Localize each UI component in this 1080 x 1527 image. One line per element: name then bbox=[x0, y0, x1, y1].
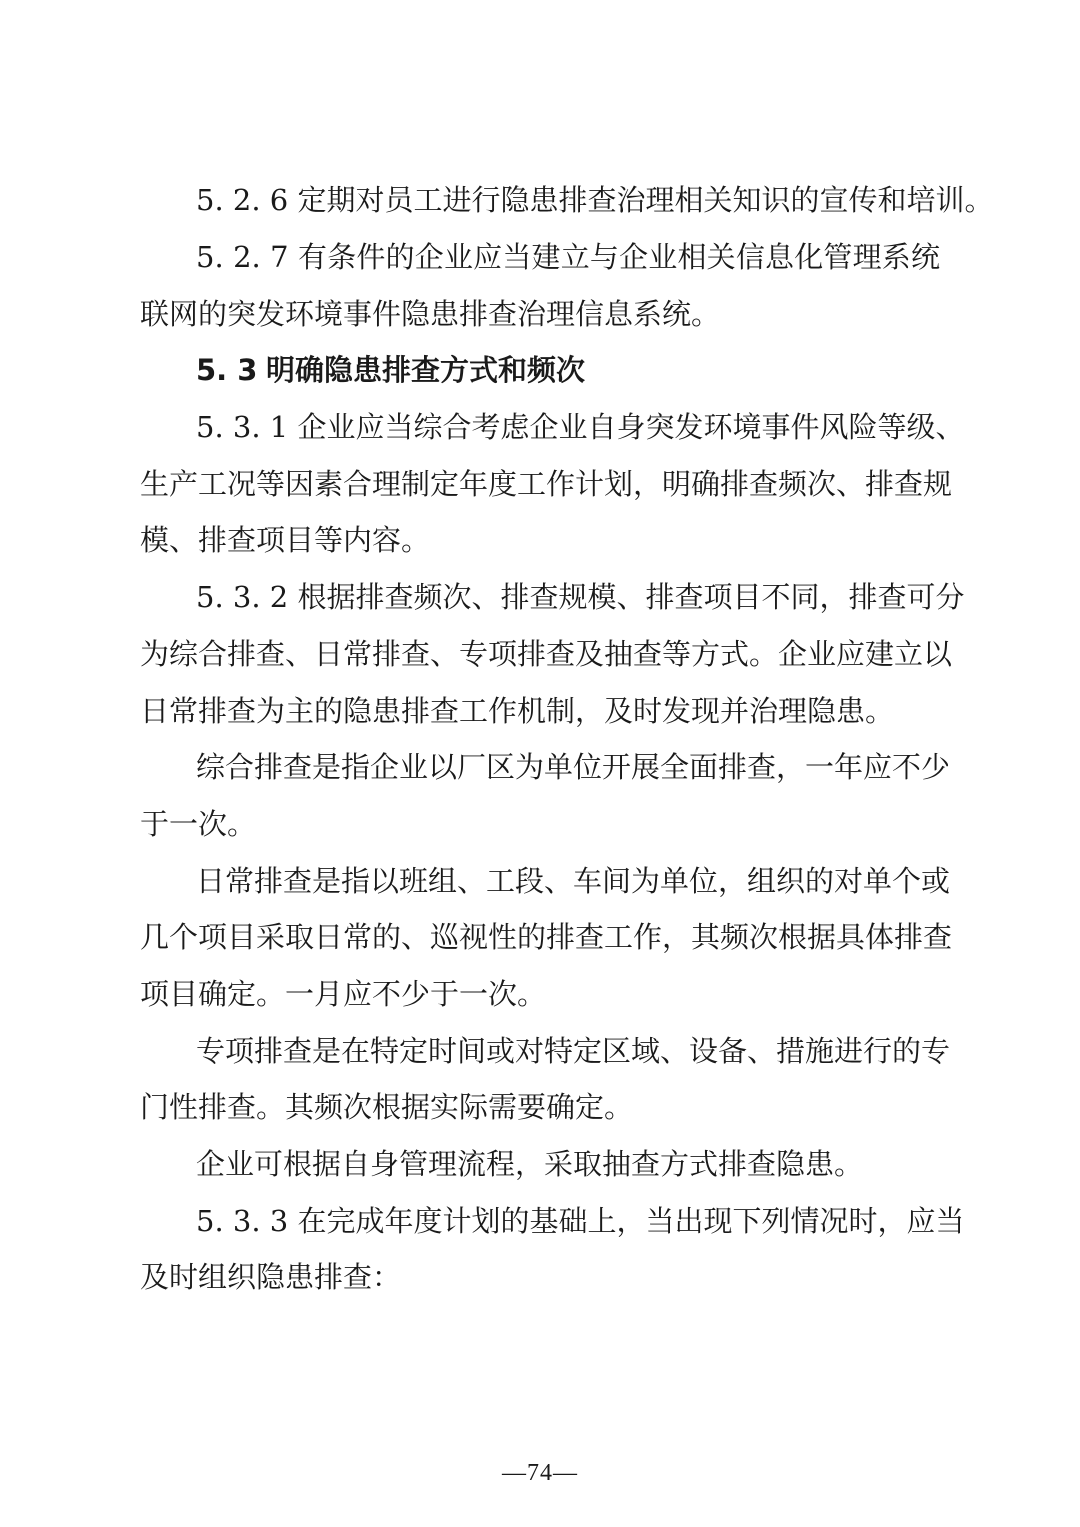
paragraph-line: 5. 3. 1 企业应当综合考虑企业自身突发环境事件风险等级、 bbox=[196, 410, 965, 444]
paragraph-line: 门性排查。其频次根据实际需要确定。 bbox=[140, 1090, 634, 1124]
paragraph-line: 专项排查是在特定时间或对特定区域、设备、措施进行的专 bbox=[196, 1034, 951, 1068]
paragraph-line: 项目确定。一月应不少于一次。 bbox=[140, 977, 547, 1011]
paragraph-line: 为综合排查、日常排查、专项排查及抽查等方式。企业应建立以 bbox=[140, 637, 953, 671]
section-title: 明确隐患排查方式和频次 bbox=[266, 353, 586, 387]
paragraph-line: 模、排查项目等内容。 bbox=[140, 523, 431, 557]
paragraph-line: 生产工况等因素合理制定年度工作计划，明确排查频次、排查规 bbox=[140, 467, 953, 501]
paragraph-line: 5. 2. 6 定期对员工进行隐患排查治理相关知识的宣传和培训。 bbox=[196, 183, 994, 217]
paragraph-line: 5. 3. 3 在完成年度计划的基础上，当出现下列情况时，应当 bbox=[196, 1204, 965, 1238]
paragraph-line: 日常排查为主的隐患排查工作机制，及时发现并治理隐患。 bbox=[140, 694, 895, 728]
paragraph-line: 企业可根据自身管理流程，采取抽查方式排查隐患。 bbox=[196, 1147, 864, 1181]
paragraph-line: 几个项目采取日常的、巡视性的排查工作，其频次根据具体排查 bbox=[140, 920, 953, 954]
section-heading bbox=[196, 341, 585, 399]
paragraph-line: 5. 3. 2 根据排查频次、排查规模、排查项目不同，排查可分 bbox=[196, 580, 965, 614]
paragraph-line: 5. 2. 7 有条件的企业应当建立与企业相关信息化管理系统 bbox=[196, 240, 940, 274]
page-number: —74— bbox=[502, 1460, 578, 1486]
paragraph-line: 日常排查是指以班组、工段、车间为单位，组织的对单个或 bbox=[196, 864, 951, 898]
paragraph-line: 联网的突发环境事件隐患排查治理信息系统。 bbox=[140, 297, 721, 331]
paragraph-line: 及时组织隐患排查： bbox=[140, 1260, 402, 1294]
paragraph-line: 综合排查是指企业以厂区为单位开展全面排查，一年应不少 bbox=[196, 750, 951, 784]
section-number: 5. 3 bbox=[196, 353, 258, 387]
paragraph-line: 于一次。 bbox=[140, 807, 257, 841]
